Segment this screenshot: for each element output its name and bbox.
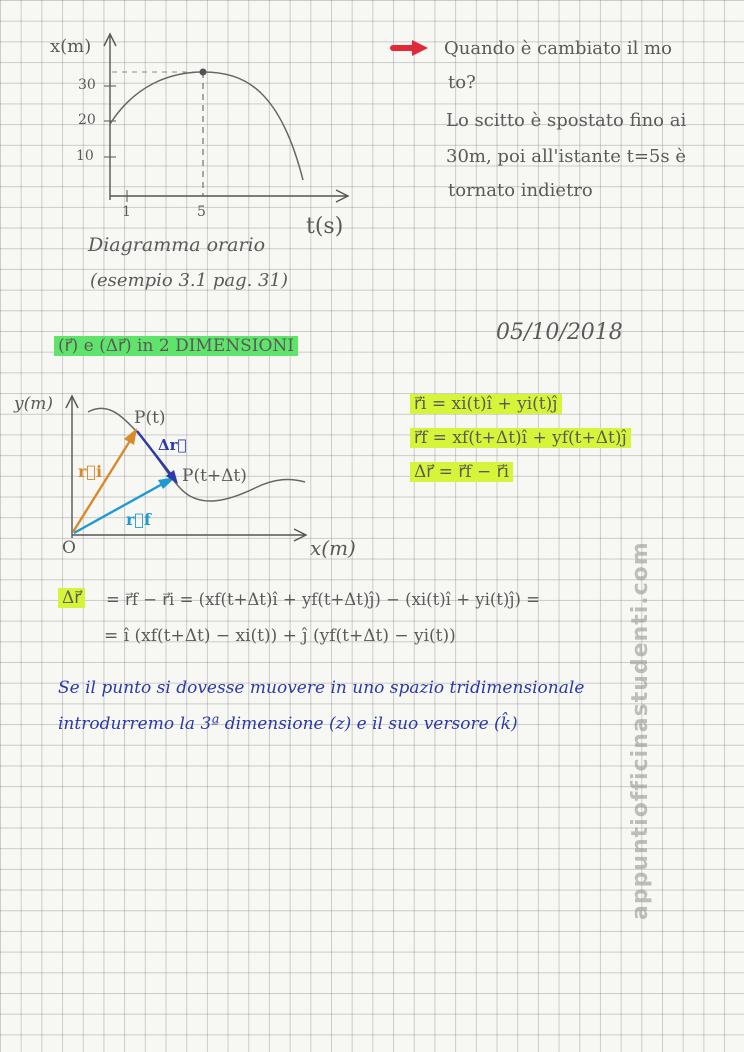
graph2-point-pt: P(t) xyxy=(134,408,166,428)
graph1-xtick-label-5: 5 xyxy=(197,204,206,220)
equation-dr: Δr⃗ = r⃗f − r⃗i xyxy=(410,462,513,482)
graph2-rf-label: r⃗f xyxy=(126,510,151,529)
graph1-caption-line2: (esempio 3.1 pag. 31) xyxy=(90,270,288,291)
watermark: appuntiofficinastudenti.com xyxy=(628,541,653,920)
question-line5: tornato indietro xyxy=(448,180,593,201)
equation-ri: r⃗i = xi(t)î + yi(t)ĵ xyxy=(410,394,562,414)
note-line1: Se il punto si dovesse muovere in uno spazio tridimensionale xyxy=(58,678,585,698)
graph1-x-label: t(s) xyxy=(306,214,344,239)
derivation-line1: = r⃗f − r⃗i = (xf(t+Δt)î + yf(t+Δt)ĵ) − (xi(t)î + yi(t)ĵ) = xyxy=(106,590,540,609)
graph2-origin-label: O xyxy=(62,538,76,558)
graph1-ytick-label-10: 10 xyxy=(76,148,94,164)
question-line4: 30m, poi all'istante t=5s è xyxy=(446,146,686,167)
question-line3: Lo scitto è spostato fino ai xyxy=(446,110,687,131)
graph1-ytick-label-30: 30 xyxy=(78,77,96,93)
graph1-ytick-label-20: 20 xyxy=(78,112,96,128)
graph1-y-label: x(m) xyxy=(50,36,92,57)
vector-ri-head xyxy=(124,428,137,445)
graph2-point-ptdt: P(t+Δt) xyxy=(182,466,247,486)
question-line2: to? xyxy=(448,72,476,93)
graph2-ri-label: r⃗i xyxy=(78,462,103,481)
graph1-xtick-label-1: 1 xyxy=(122,204,131,220)
graph1-caption-line1: Diagramma orario xyxy=(88,234,266,256)
derivation-line2: = î (xf(t+Δt) − xi(t)) + ĵ (yf(t+Δt) − yi(t)) xyxy=(104,626,456,646)
graph2-x-label: x(m) xyxy=(310,536,356,560)
note-line2: introdurremo la 3ª dimensione (z) e il suo versore (k̂) xyxy=(58,714,518,734)
section-title: (r⃗) e (Δr⃗) in 2 DIMENSIONI xyxy=(54,336,298,356)
graph2-y-label: y(m) xyxy=(14,394,53,414)
graph2-delta-label: Δr⃗ xyxy=(158,436,187,454)
derivation-lhs: Δr⃗ xyxy=(58,588,85,608)
question-line1: Quando è cambiato il mo xyxy=(444,38,672,59)
equation-rf: r⃗f = xf(t+Δt)î + yf(t+Δt)ĵ xyxy=(410,428,631,448)
date: 05/10/2018 xyxy=(496,320,623,345)
